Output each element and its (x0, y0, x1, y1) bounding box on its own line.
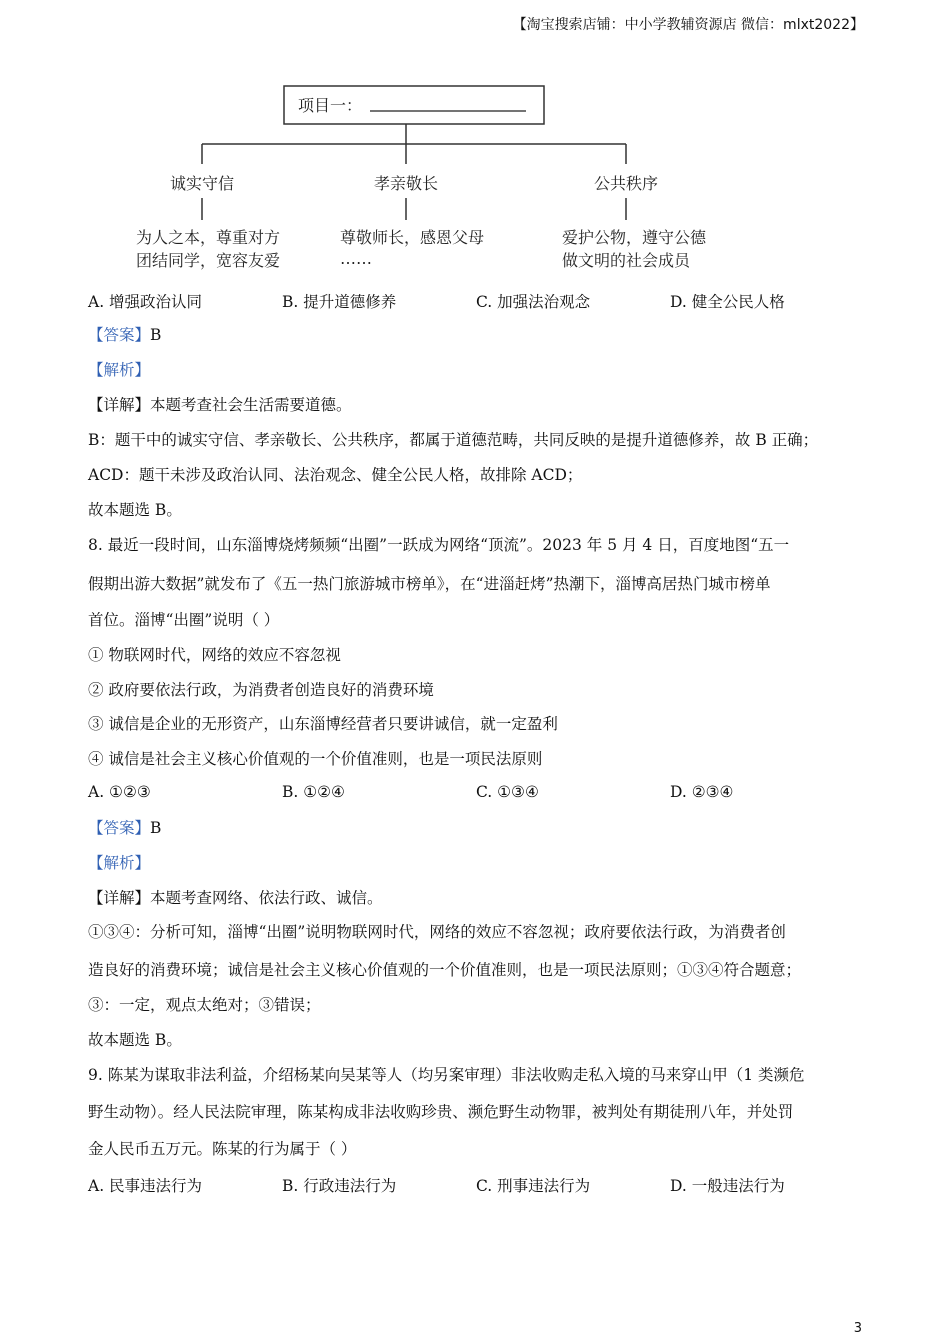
q8-analysis-tag: 【解析】 (88, 854, 151, 872)
q9-stem-1: 9. 陈某为谋取非法利益，介绍杨某向吴某等人（均另案审理）非法收购走私入境的马来穿山甲（1 类濒危 (88, 1066, 805, 1084)
q7-conclusion: 故本题选 B。 (88, 501, 182, 519)
page-header: 【淘宝搜索店铺：中小学教辅资源店 微信：mlxt2022】 (512, 17, 864, 33)
page-number: 3 (853, 1321, 862, 1336)
q8-explanation-2: 造良好的消费环境；诚信是社会主义核心价值观的一个价值准则，也是一项民法原则；①③④符合题意； (88, 961, 802, 979)
node-title-1: 诚实守信 (169, 174, 235, 193)
node-line-1a: 为人之本，尊重对方 (136, 228, 281, 247)
q7-explanation-1: B：题干中的诚实守信、孝亲敬长、公共秩序，都属于道德范畴，共同反映的是提升道德修养，故 B 正确； (88, 431, 819, 449)
q9-option-b: B. 行政违法行为 (282, 1177, 397, 1195)
q7-detail: 【详解】本题考查社会生活需要道德。 (88, 396, 352, 414)
node-line-1b: 团结同学，宽容友爱 (136, 251, 281, 270)
q7-explanation-2: ACD：题干未涉及政治认同、法治观念、健全公民人格，故排除 ACD； (88, 466, 583, 484)
q8-conclusion: 故本题选 B。 (88, 1031, 182, 1049)
q8-item-4: ④ 诚信是社会主义核心价值观的一个价值准则，也是一项民法原则 (88, 750, 543, 768)
q8-answer: 【答案】B (88, 819, 162, 837)
q8-stem-2: 假期出游大数据”就发布了《五一热门旅游城市榜单》，在“进淄赶烤”热潮下，淄博高居热门城市榜单 (88, 575, 771, 593)
node-line-2a: 尊敬师长，感恩父母 (340, 228, 485, 247)
q9-option-a: A. 民事违法行为 (88, 1177, 203, 1195)
q7-analysis-tag: 【解析】 (88, 361, 151, 379)
q9-option-d: D. 一般违法行为 (670, 1177, 785, 1195)
diagram-box-label: 项目一： (298, 96, 363, 115)
q8-detail: 【详解】本题考查网络、依法行政、诚信。 (88, 889, 383, 907)
q7-option-d: D. 健全公民人格 (670, 293, 785, 311)
q8-item-2: ② 政府要依法行政，为消费者创造良好的消费环境 (88, 681, 434, 699)
node-line-3a: 爱护公物，遵守公德 (562, 228, 707, 247)
q9-stem-2: 野生动物）。经人民法院审理，陈某构成非法收购珍贵、濒危野生动物罪，被判处有期徒刑八年，并处罚 (88, 1103, 794, 1121)
q8-explanation-3: ③：一定，观点太绝对；③错误； (88, 996, 321, 1014)
q9-option-c: C. 刑事违法行为 (476, 1177, 591, 1195)
node-line-2b: …… (340, 249, 372, 268)
q8-option-d: D. ②③④ (670, 783, 734, 801)
q8-item-1: ① 物联网时代，网络的效应不容忽视 (88, 646, 341, 664)
q7-option-a: A. 增强政治认同 (88, 293, 203, 311)
q7-option-c: C. 加强法治观念 (476, 293, 591, 311)
q9-stem-3: 金人民币五万元。陈某的行为属于（ ） (88, 1140, 357, 1158)
q8-stem-3: 首位。淄博“出圈”说明（ ） (88, 611, 280, 629)
q8-option-a: A. ①②③ (88, 783, 151, 801)
q8-explanation-1: ①③④：分析可知，淄博“出圈”说明物联网时代，网络的效应不容忽视；政府要依法行政，为消费者创 (88, 923, 786, 941)
q8-stem-1: 8. 最近一段时间，山东淄博烧烤频频“出圈”一跃成为网络“顶流”。2023 年 5 月 4 日，百度地图“五一 (88, 536, 790, 554)
node-title-3: 公共秩序 (593, 174, 659, 193)
node-title-2: 孝亲敬长 (373, 174, 439, 193)
q8-item-3: ③ 诚信是企业的无形资产，山东淄博经营者只要讲诚信，就一定盈利 (88, 715, 558, 733)
node-line-3b: 做文明的社会成员 (562, 251, 691, 270)
q8-option-c: C. ①③④ (476, 783, 539, 801)
q8-option-b: B. ①②④ (282, 783, 345, 801)
q7-option-b: B. 提升道德修养 (282, 293, 397, 311)
concept-diagram (130, 80, 730, 280)
q7-answer: 【答案】B (88, 326, 162, 344)
